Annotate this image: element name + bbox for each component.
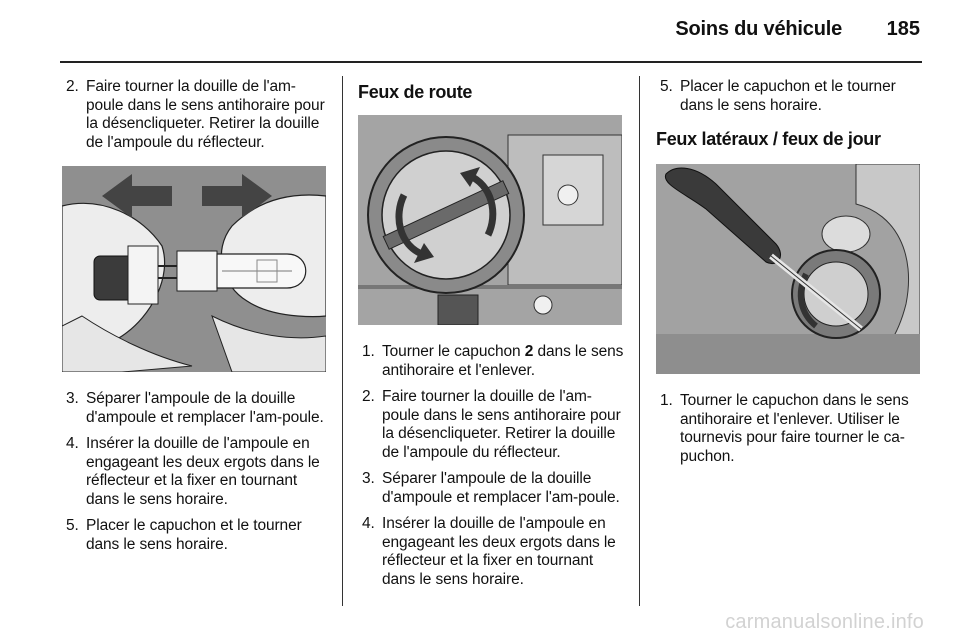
list-item: 3. Séparer l'ampoule de la douille d'ampoule et remplacer l'am-poule.: [362, 470, 620, 506]
list-item: 1. Tourner le capuchon 2 dans le sens antihoraire et l'enlever.: [362, 343, 624, 379]
list-item: 3. Séparer l'ampoule de la douille d'ampoule et remplacer l'am-poule.: [66, 390, 324, 426]
watermark: carmanualsonline.info: [725, 611, 924, 633]
column-2: [358, 78, 626, 597]
list-item: 4. Insérer la douille de l'ampoule en engageant les deux ergots dans le réflecteur et la fixer en tournant dans le sens horaire.: [362, 515, 616, 588]
headlamp-cap-drawing: [358, 115, 622, 325]
section-heading-high-beam: Feux de route: [358, 82, 473, 102]
list-item: 1. Tourner le capuchon dans le sens antihoraire et l'enlever. Utiliser le tournevis pour faire tourner le ca-puchon.: [660, 392, 909, 465]
section-heading-side-lights: Feux latéraux / feux de jour: [656, 129, 881, 149]
steps-list-1b: [62, 390, 328, 554]
list-item: 5. Placer le capuchon et le tourner dans le sens horaire.: [660, 78, 896, 114]
page-header: [60, 0, 960, 62]
side-light-cap-drawing: [656, 164, 920, 374]
side-light-cap-illustration: [656, 164, 920, 374]
list-item: 5. Placer le capuchon et le tourner dans le sens horaire.: [66, 517, 302, 553]
header-rule: [60, 61, 922, 63]
column-divider-right: [639, 76, 640, 606]
list-item: 2. Faire tourner la douille de l'am-poule dans le sens antihoraire pour la désencliqueter. Retirer la douille de l'ampoule du réflecteur.: [362, 388, 621, 461]
list-item: 2. Faire tourner la douille de l'am-poule dans le sens antihoraire pour la désencliqueter. Retirer la douille de l'ampoule du réflecteur.: [66, 78, 325, 151]
headlamp-cap-illustration: [358, 115, 622, 325]
bulb-removal-drawing: [62, 166, 326, 372]
bulb-removal-illustration: [62, 166, 326, 372]
column-1: [62, 78, 328, 562]
column-divider-left: [342, 76, 343, 606]
page-title: Soins du véhicule: [675, 18, 842, 40]
steps-list-2: [358, 343, 626, 589]
steps-list-1a: [62, 78, 328, 152]
column-3: [656, 78, 922, 474]
list-item: 4. Insérer la douille de l'ampoule en engageant les deux ergots dans le réflecteur et la fixer en tournant dans le sens horaire.: [66, 435, 320, 508]
page-number: 185: [886, 18, 920, 40]
steps-list-3a: [656, 78, 922, 115]
steps-list-3b: [656, 392, 922, 466]
